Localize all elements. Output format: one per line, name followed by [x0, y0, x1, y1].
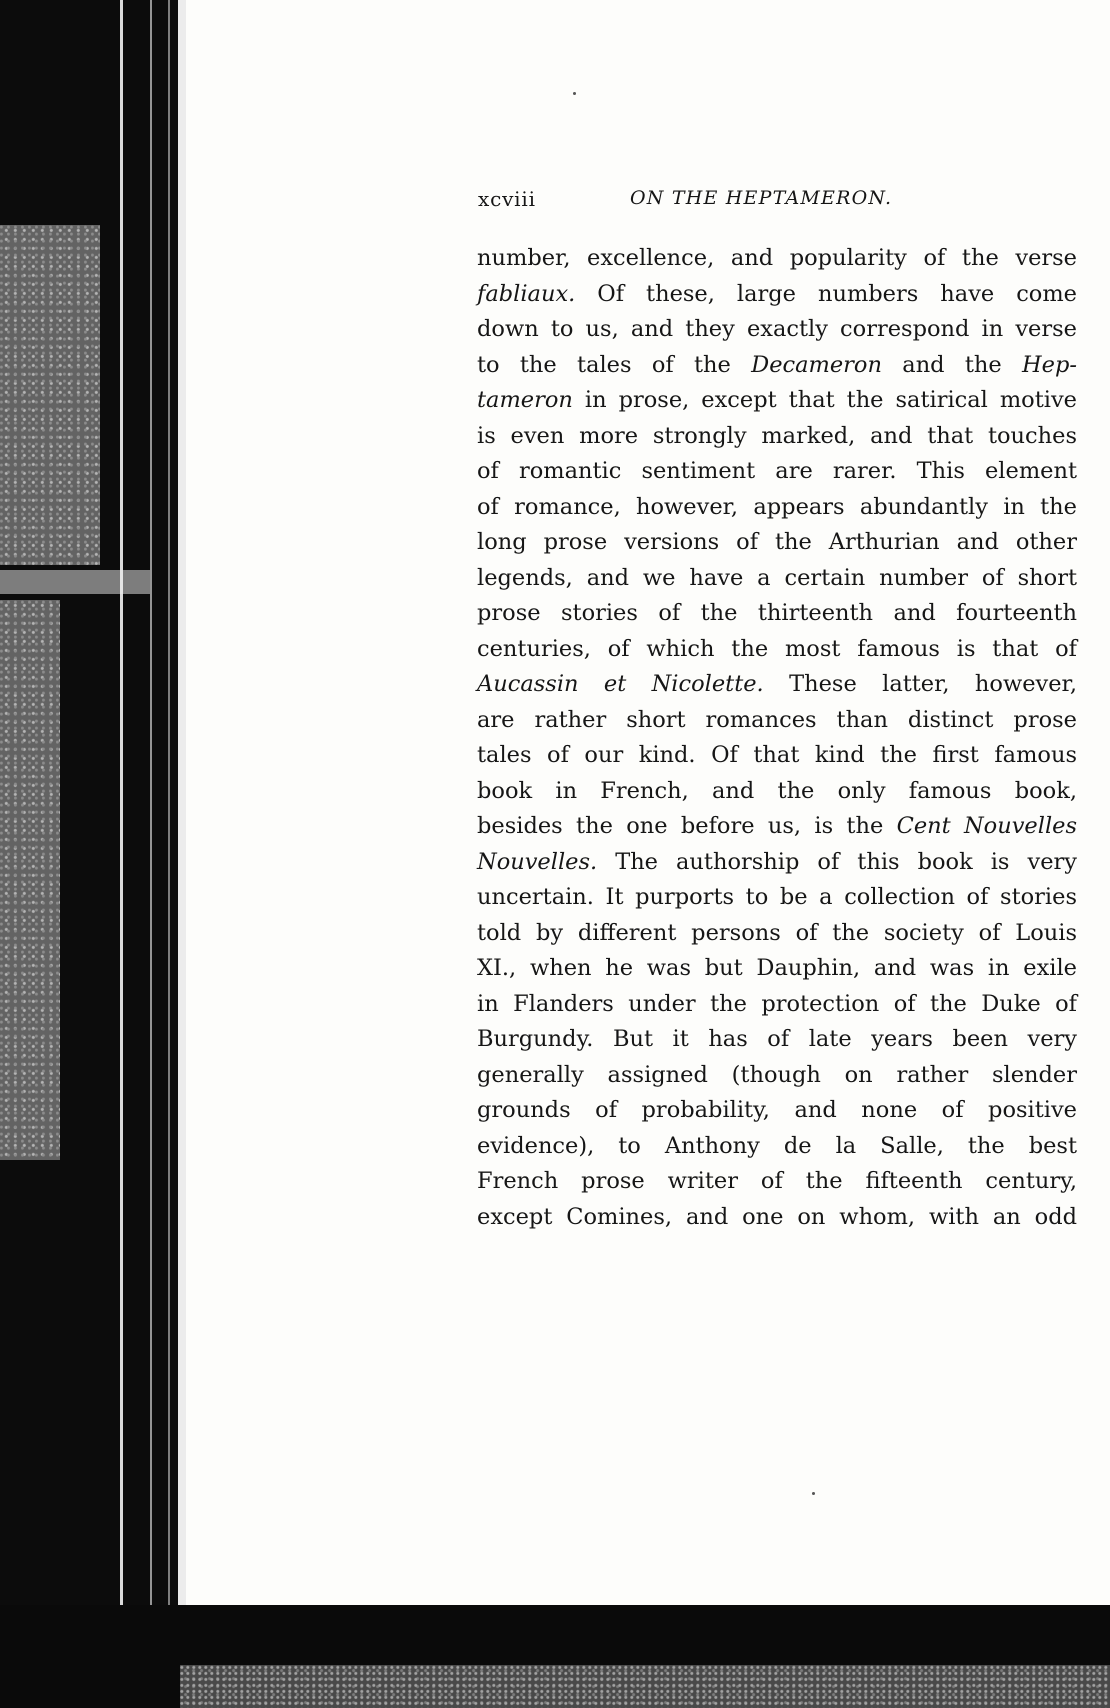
- text-line: [477, 241, 1077, 277]
- page-edge-line: [150, 0, 152, 1605]
- text-line: [477, 1058, 1077, 1094]
- scan-speck: [812, 1492, 815, 1495]
- text-run: book in French, and the only famous book,: [477, 777, 1077, 804]
- text-line: [477, 277, 1077, 313]
- text-run: besides the one before us, is the: [477, 813, 897, 839]
- text-run: to the tales of the: [477, 351, 752, 378]
- text-run: Of these, large numbers have come: [575, 280, 1077, 307]
- text-line: [477, 880, 1077, 916]
- text-run: generally assigned (though on rather slender: [477, 1061, 1077, 1088]
- text-line: [477, 1093, 1077, 1129]
- text-run: centuries, of which the most famous is that of: [477, 635, 1077, 662]
- italic-text: Hep-: [1022, 351, 1077, 378]
- text-run: These latter, however,: [763, 671, 1077, 697]
- gutter-texture: [0, 570, 150, 594]
- text-run: down to us, and they exactly correspond in verse: [477, 316, 1077, 342]
- text-run: Burgundy. But it has of late years been very: [477, 1026, 1077, 1052]
- page-edge-line: [120, 0, 123, 1605]
- text-line: [477, 774, 1077, 810]
- text-line: [477, 703, 1077, 739]
- text-line: [477, 845, 1077, 881]
- gutter-texture: [0, 225, 100, 565]
- text-line: [477, 383, 1077, 419]
- page-number: xcviii: [478, 187, 536, 211]
- text-line: [477, 419, 1077, 455]
- text-line: [477, 1022, 1077, 1058]
- text-line: [477, 561, 1077, 597]
- text-line: [477, 632, 1077, 668]
- text-run: evidence), to Anthony de la Salle, the best: [477, 1132, 1077, 1159]
- text-line: [477, 348, 1077, 384]
- gutter-texture: [0, 600, 60, 1160]
- text-run: in Flanders under the protection of the Duke of: [477, 990, 1077, 1017]
- italic-text: Decameron: [751, 351, 882, 378]
- text-run: and the: [881, 351, 1023, 378]
- italic-text: tameron: [477, 387, 573, 413]
- text-line: [477, 951, 1077, 987]
- text-run: prose stories of the thirteenth and fourteenth: [477, 600, 1077, 626]
- running-head: [478, 187, 1078, 217]
- text-line: [477, 454, 1077, 490]
- text-run: grounds of probability, and none of positive: [477, 1097, 1077, 1123]
- italic-text: Nouvelles.: [477, 848, 598, 875]
- text-line: [477, 490, 1077, 526]
- page-edge: [178, 0, 186, 1605]
- running-title: ON THE HEPTAMERON.: [630, 187, 893, 209]
- text-line: [477, 1164, 1077, 1200]
- text-line: [477, 987, 1077, 1023]
- text-line: [477, 916, 1077, 952]
- text-line: [477, 809, 1077, 845]
- text-run: in prose, except that the satirical motive: [572, 387, 1077, 413]
- text-run: long prose versions of the Arthurian and other: [477, 529, 1077, 555]
- bottom-scan-texture: [180, 1665, 1110, 1708]
- page-edge-line: [168, 0, 170, 1605]
- text-line: [477, 667, 1077, 703]
- text-line: [477, 738, 1077, 774]
- text-run: of romance, however, appears abundantly in the: [477, 493, 1077, 520]
- text-run: uncertain. It purports to be a collection of stories: [477, 884, 1077, 910]
- text-run: except Comines, and one on whom, with an odd: [477, 1203, 1077, 1230]
- text-line: [477, 312, 1077, 348]
- body-text: [477, 241, 1077, 1235]
- text-run: of romantic sentiment are rarer. This element: [477, 458, 1077, 484]
- italic-text: Cent Nouvelles: [896, 813, 1077, 839]
- text-run: number, excellence, and popularity of the verse: [477, 245, 1077, 271]
- italic-text: fabliaux.: [477, 280, 576, 307]
- text-line: [477, 596, 1077, 632]
- italic-text: Aucassin et Nicolette.: [477, 671, 764, 697]
- text-run: told by different persons of the society of Louis: [477, 919, 1077, 946]
- text-run: tales of our kind. Of that kind the first famous: [477, 742, 1077, 768]
- text-line: [477, 525, 1077, 561]
- text-run: XI., when he was but Dauphin, and was in exile: [477, 955, 1077, 981]
- text-line: [477, 1200, 1077, 1236]
- text-run: legends, and we have a certain number of short: [477, 564, 1077, 591]
- text-run: are rather short romances than distinct prose: [477, 706, 1077, 733]
- scan-speck: [573, 92, 576, 95]
- text-run: French prose writer of the fifteenth century,: [477, 1168, 1077, 1194]
- text-run: is even more strongly marked, and that touches: [477, 422, 1077, 449]
- text-run: The authorship of this book is very: [597, 848, 1077, 875]
- text-line: [477, 1129, 1077, 1165]
